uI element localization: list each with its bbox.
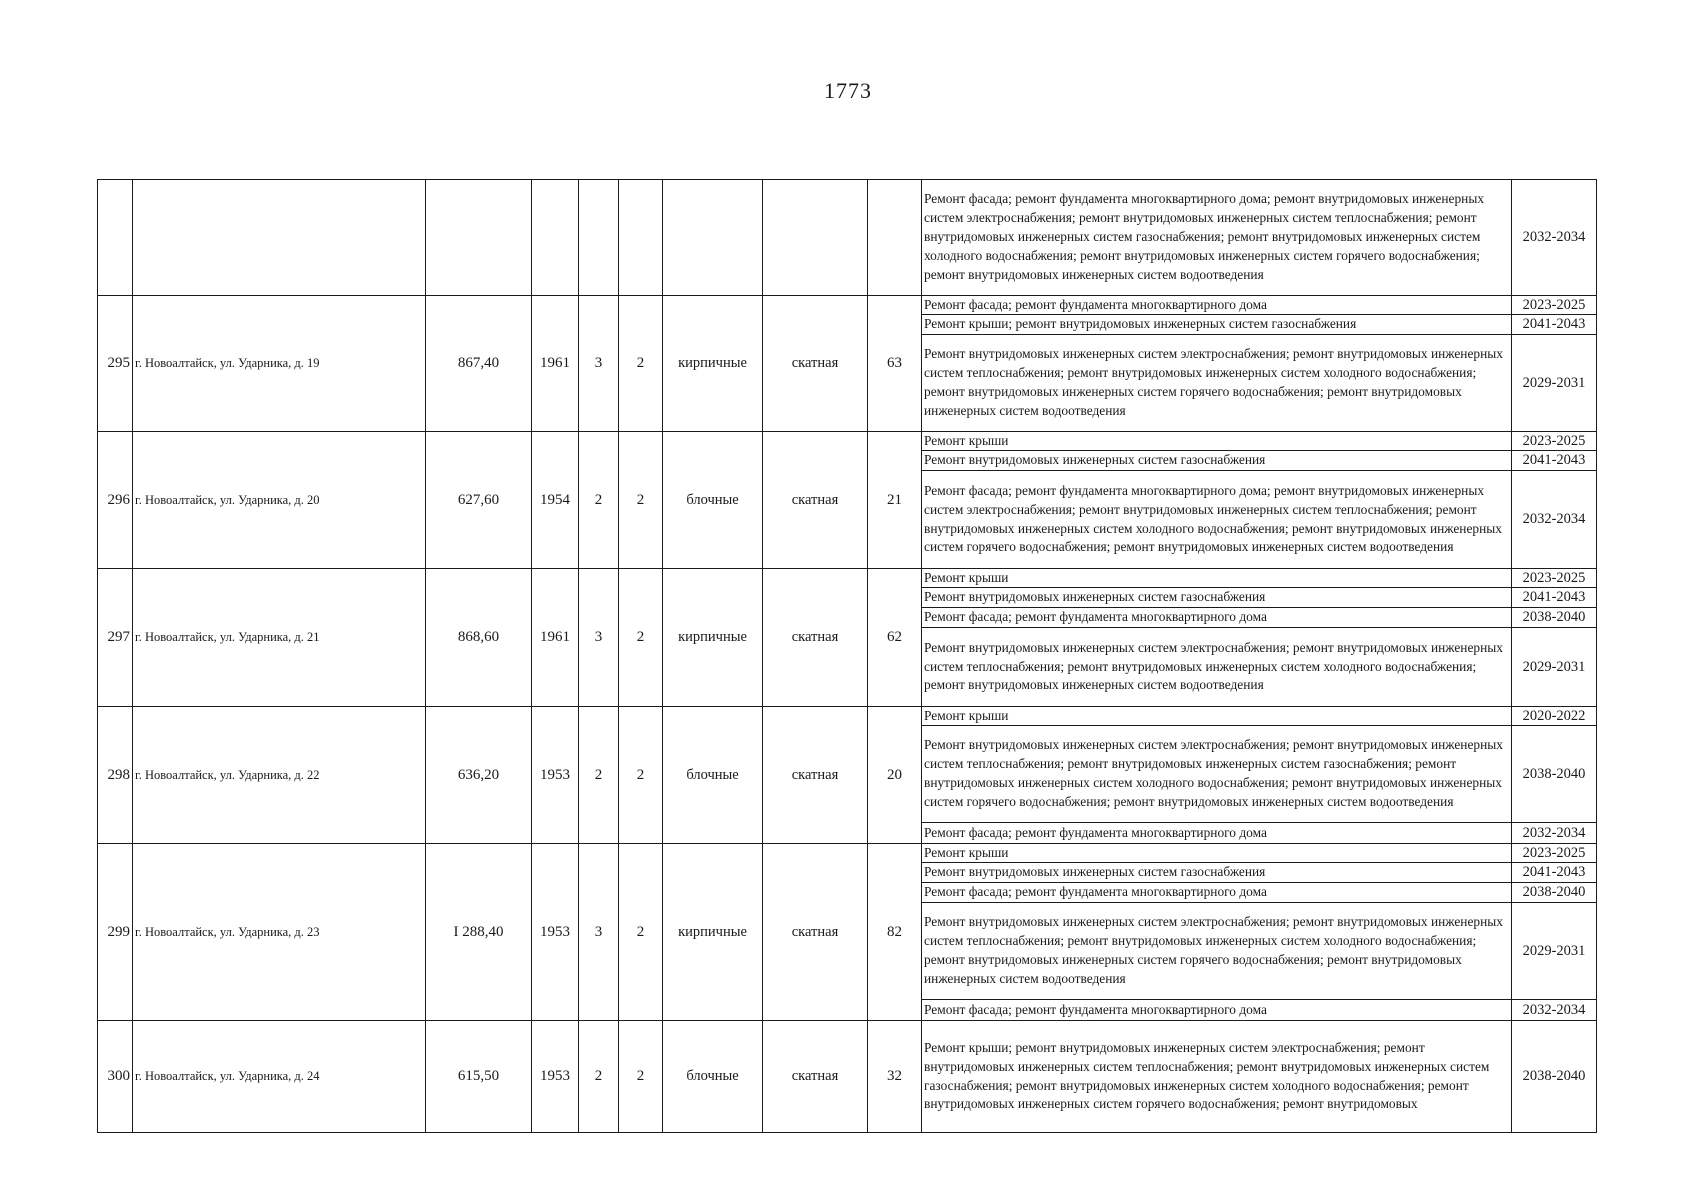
work-description: Ремонт внутридомовых инженерных систем газоснабжения <box>924 452 1266 468</box>
works-list <box>922 707 1596 843</box>
work-period: 2029-2031 <box>1511 903 1596 999</box>
year-cell: 1953 <box>532 1021 579 1133</box>
area-cell: 615,50 <box>426 1021 532 1133</box>
address-cell: г. Новоалтайск, ул. Ударника, д. 22 <box>133 707 426 844</box>
floors-cell: 3 <box>579 569 619 707</box>
work-item <box>922 707 1596 725</box>
works-cell <box>922 432 1597 569</box>
address-cell: г. Новоалтайск, ул. Ударника, д. 21 <box>133 569 426 707</box>
table-body <box>98 180 1597 1133</box>
works-cell <box>922 1021 1597 1133</box>
work-period: 2038-2040 <box>1511 726 1596 822</box>
work-description: Ремонт фасада; ремонт фундамента многоквартирного дома; ремонт внутридомовых инженерных систем электроснабжения; ремонт внутридомовых инженерных систем теплоснабжения; ремонт внутридомовых инженерных систем холодного водоснабжения; ремонт внутридомовых инженерных систем горячего водоснабжения; ремонт внутридомовых инженерных систем водоотведения <box>924 482 1502 555</box>
apartments-cell: 82 <box>868 844 922 1021</box>
work-period: 2041-2043 <box>1511 451 1596 470</box>
entrances-cell: 2 <box>619 1021 663 1133</box>
work-period: 2038-2040 <box>1511 1021 1596 1132</box>
row-number <box>98 180 133 296</box>
work-period: 2023-2025 <box>1511 569 1596 587</box>
work-period: 2023-2025 <box>1511 296 1596 314</box>
work-description: Ремонт фасада; ремонт фундамента многоквартирного дома <box>924 296 1267 312</box>
table-row <box>98 844 1597 1021</box>
work-period: 2020-2022 <box>1511 707 1596 725</box>
work-item <box>922 470 1596 568</box>
year-cell: 1953 <box>532 707 579 844</box>
year-cell: 1953 <box>532 844 579 1021</box>
entrances-cell: 2 <box>619 296 663 432</box>
table-row <box>98 1021 1597 1133</box>
floors-cell: 3 <box>579 296 619 432</box>
row-number: 299 <box>98 844 133 1021</box>
walls-cell: блочные <box>663 707 763 844</box>
work-item <box>922 587 1596 607</box>
work-item <box>922 569 1596 587</box>
work-description: Ремонт крыши <box>924 707 1009 723</box>
works-cell <box>922 296 1597 432</box>
work-description: Ремонт внутридомовых инженерных систем электроснабжения; ремонт внутридомовых инженерных систем теплоснабжения; ремонт внутридомовых инженерных систем холодного водоснабжения; ремонт внутридомовых инженерных систем водоотведения <box>924 639 1503 693</box>
work-item <box>922 1021 1596 1132</box>
works-cell <box>922 180 1597 296</box>
works-list <box>922 569 1596 706</box>
works-cell <box>922 707 1597 844</box>
works-list <box>922 180 1596 295</box>
apartments-cell: 62 <box>868 569 922 707</box>
walls-cell: кирпичные <box>663 296 763 432</box>
year-cell: 1961 <box>532 569 579 707</box>
apartments-cell: 32 <box>868 1021 922 1133</box>
address-cell: г. Новоалтайск, ул. Ударника, д. 23 <box>133 844 426 1021</box>
row-number: 298 <box>98 707 133 844</box>
work-description: Ремонт внутридомовых инженерных систем газоснабжения <box>924 864 1266 880</box>
work-description: Ремонт крыши <box>924 432 1009 448</box>
table-row <box>98 707 1597 844</box>
apartments-cell: 20 <box>868 707 922 844</box>
work-period: 2029-2031 <box>1511 628 1596 706</box>
work-period: 2041-2043 <box>1511 315 1596 334</box>
row-number: 297 <box>98 569 133 707</box>
work-period: 2041-2043 <box>1511 863 1596 882</box>
work-description: Ремонт фасада; ремонт фундамента многоквартирного дома <box>924 884 1267 900</box>
floors-cell: 2 <box>579 1021 619 1133</box>
table-row <box>98 569 1597 707</box>
floors-cell <box>579 180 619 296</box>
walls-cell: кирпичные <box>663 569 763 707</box>
address-cell: г. Новоалтайск, ул. Ударника, д. 19 <box>133 296 426 432</box>
row-number: 296 <box>98 432 133 569</box>
entrances-cell: 2 <box>619 569 663 707</box>
walls-cell: кирпичные <box>663 844 763 1021</box>
work-item <box>922 999 1596 1020</box>
work-description: Ремонт фасада; ремонт фундамента многоквартирного дома <box>924 609 1267 625</box>
row-number: 300 <box>98 1021 133 1133</box>
work-item <box>922 822 1596 843</box>
work-item <box>922 607 1596 627</box>
work-description: Ремонт внутридомовых инженерных систем электроснабжения; ремонт внутридомовых инженерных систем теплоснабжения; ремонт внутридомовых инженерных систем холодного водоснабжения; ремонт внутридомовых инженерных систем горячего водоснабжения; ремонт внутридомовых инженерных систем водоотведения <box>924 914 1503 986</box>
works-cell <box>922 844 1597 1021</box>
works-list <box>922 432 1596 568</box>
floors-cell: 3 <box>579 844 619 1021</box>
work-item <box>922 450 1596 470</box>
work-item <box>922 627 1596 706</box>
area-cell: 636,20 <box>426 707 532 844</box>
roof-cell: скатная <box>763 569 868 707</box>
works-list <box>922 1021 1596 1132</box>
table-row <box>98 296 1597 432</box>
apartments-cell: 63 <box>868 296 922 432</box>
work-item <box>922 314 1596 334</box>
work-description: Ремонт крыши <box>924 844 1009 860</box>
work-period: 2032-2034 <box>1511 1000 1596 1020</box>
work-period: 2038-2040 <box>1511 883 1596 902</box>
work-item <box>922 334 1596 431</box>
area-cell <box>426 180 532 296</box>
roof-cell <box>763 180 868 296</box>
entrances-cell: 2 <box>619 432 663 569</box>
works-cell <box>922 569 1597 707</box>
work-item <box>922 844 1596 862</box>
works-list <box>922 844 1596 1020</box>
work-description: Ремонт крыши; ремонт внутридомовых инженерных систем газоснабжения <box>924 316 1357 332</box>
work-description: Ремонт внутридомовых инженерных систем электроснабжения; ремонт внутридомовых инженерных систем теплоснабжения; ремонт внутридомовых инженерных систем холодного водоснабжения; ремонт внутридомовых инженерных систем горячего водоснабжения; ремонт внутридомовых инженерных систем водоотведения <box>924 346 1503 418</box>
work-period: 2023-2025 <box>1511 844 1596 862</box>
work-period: 2032-2034 <box>1511 823 1596 843</box>
roof-cell: скатная <box>763 844 868 1021</box>
address-cell: г. Новоалтайск, ул. Ударника, д. 20 <box>133 432 426 569</box>
area-cell: 867,40 <box>426 296 532 432</box>
work-description: Ремонт внутридомовых инженерных систем газоснабжения <box>924 589 1266 605</box>
table-row <box>98 432 1597 569</box>
entrances-cell: 2 <box>619 844 663 1021</box>
work-period: 2038-2040 <box>1511 608 1596 627</box>
row-number: 295 <box>98 296 133 432</box>
work-description: Ремонт крыши <box>924 569 1009 585</box>
floors-cell: 2 <box>579 707 619 844</box>
address-cell: г. Новоалтайск, ул. Ударника, д. 24 <box>133 1021 426 1133</box>
walls-cell <box>663 180 763 296</box>
year-cell <box>532 180 579 296</box>
work-item <box>922 725 1596 822</box>
work-period: 2023-2025 <box>1511 432 1596 450</box>
area-cell: 627,60 <box>426 432 532 569</box>
work-period: 2029-2031 <box>1511 335 1596 431</box>
apartments-cell <box>868 180 922 296</box>
work-description: Ремонт крыши; ремонт внутридомовых инженерных систем электроснабжения; ремонт внутридомовых инженерных систем теплоснабжения; ремонт внутридомовых инженерных систем газоснабжения; ремонт внутридомовых инженерных систем холодного водоснабжения; ремонт внутридомовых инженерных систем горячего водоснабжения; ремонт внутридомовых <box>924 1039 1490 1112</box>
works-list <box>922 296 1596 431</box>
area-cell: I 288,40 <box>426 844 532 1021</box>
year-cell: 1954 <box>532 432 579 569</box>
entrances-cell <box>619 180 663 296</box>
work-item <box>922 902 1596 999</box>
work-period: 2032-2034 <box>1511 471 1596 568</box>
walls-cell: блочные <box>663 1021 763 1133</box>
work-description: Ремонт фасада; ремонт фундамента многоквартирного дома <box>924 1001 1267 1017</box>
work-item <box>922 296 1596 314</box>
work-period: 2032-2034 <box>1511 180 1596 295</box>
page-number: 1773 <box>824 78 872 103</box>
walls-cell: блочные <box>663 432 763 569</box>
address-cell <box>133 180 426 296</box>
year-cell: 1961 <box>532 296 579 432</box>
table-row <box>98 180 1597 296</box>
work-description: Ремонт внутридомовых инженерных систем электроснабжения; ремонт внутридомовых инженерных систем теплоснабжения; ремонт внутридомовых инженерных систем газоснабжения; ремонт внутридомовых инженерных систем холодного водоснабжения; ремонт внутридомовых инженерных систем горячего водоснабжения; ремонт внутридомовых инженерных систем водоотведения <box>924 737 1503 809</box>
work-item <box>922 180 1596 295</box>
work-item <box>922 862 1596 882</box>
roof-cell: скатная <box>763 707 868 844</box>
area-cell: 868,60 <box>426 569 532 707</box>
work-period: 2041-2043 <box>1511 588 1596 607</box>
roof-cell: скатная <box>763 432 868 569</box>
repair-schedule-table <box>97 179 1597 1133</box>
roof-cell: скатная <box>763 1021 868 1133</box>
apartments-cell: 21 <box>868 432 922 569</box>
floors-cell: 2 <box>579 432 619 569</box>
work-description: Ремонт фасада; ремонт фундамента многоквартирного дома; ремонт внутридомовых инженерных систем электроснабжения; ремонт внутридомовых инженерных систем теплоснабжения; ремонт внутридомовых инженерных систем газоснабжения; ремонт внутридомовых инженерных систем холодного водоснабжения; ремонт внутридомовых инженерных систем горячего водоснабжения; ремонт внутридомовых инженерных систем водоотведения <box>924 191 1485 282</box>
work-item <box>922 882 1596 902</box>
work-item <box>922 432 1596 450</box>
work-description: Ремонт фасада; ремонт фундамента многоквартирного дома <box>924 824 1267 840</box>
roof-cell: скатная <box>763 296 868 432</box>
entrances-cell: 2 <box>619 707 663 844</box>
